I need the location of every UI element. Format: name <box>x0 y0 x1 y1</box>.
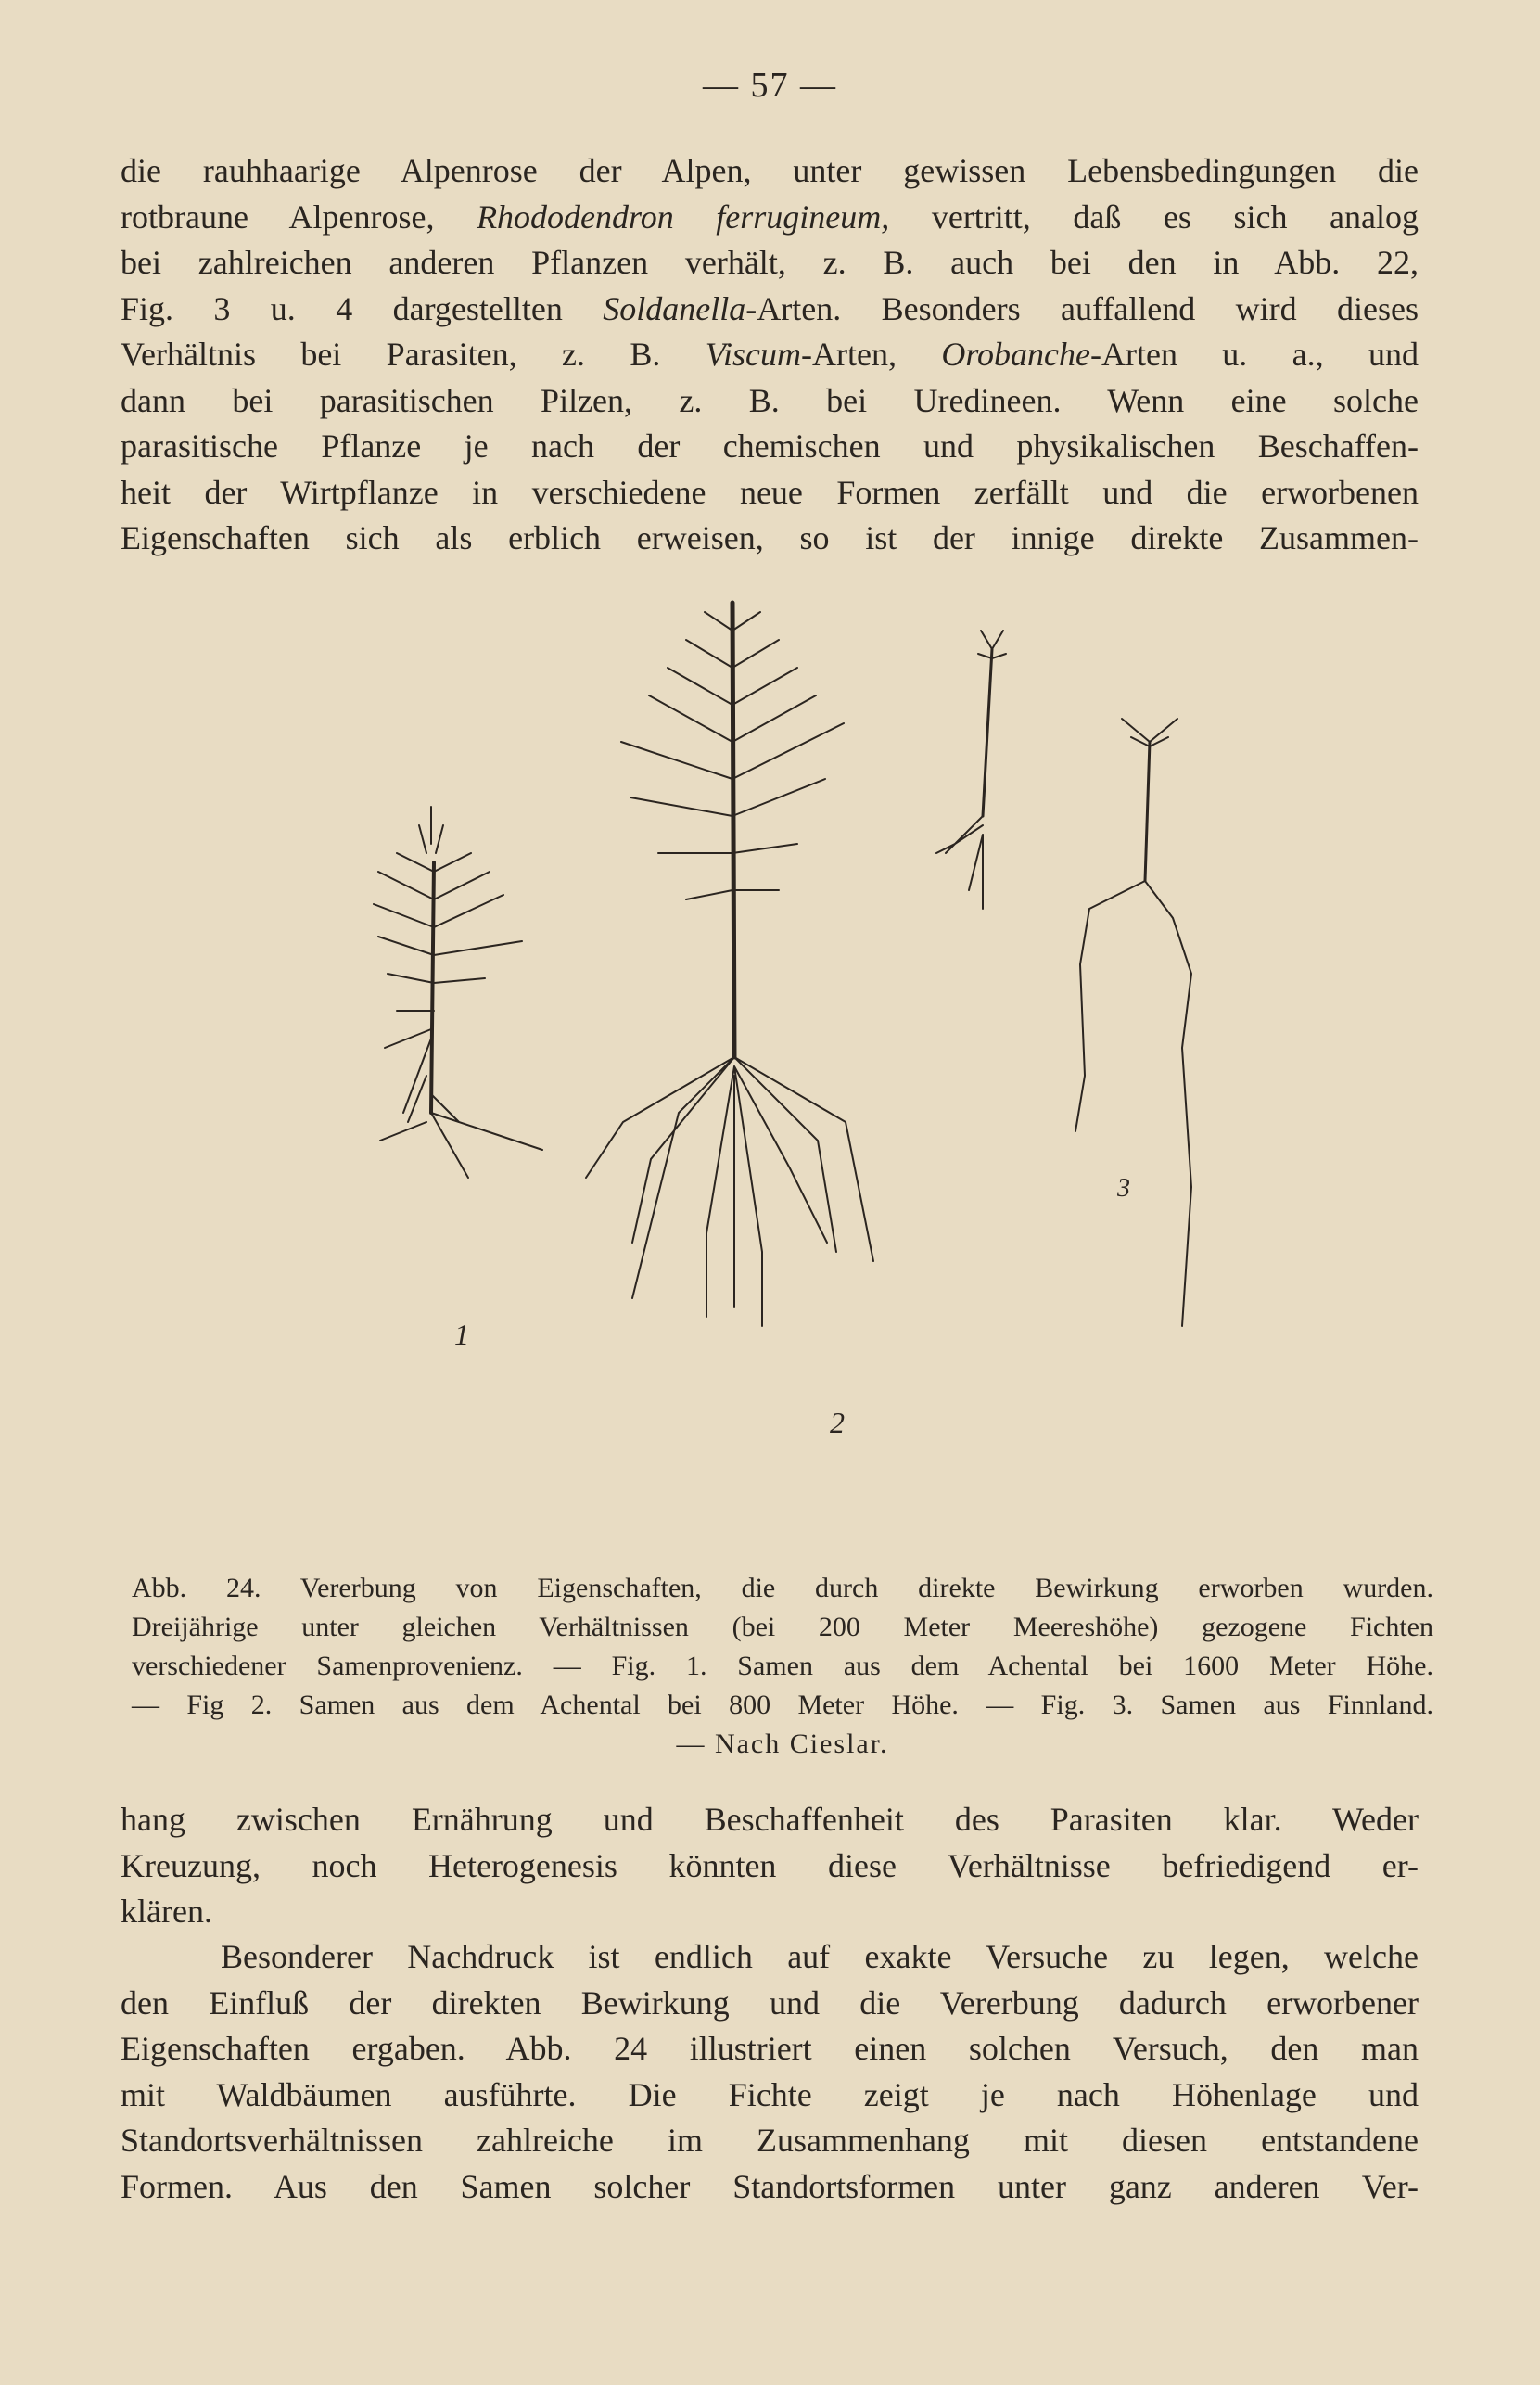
text-line: die rauhhaarige Alpenrose der Alpen, unter gewissen Lebensbedingungen die <box>121 152 1419 189</box>
text-line: Formen. Aus den Samen solcher Standortsformen unter ganz anderen Ver- <box>121 2167 1419 2205</box>
text-line: Besonderer Nachdruck ist endlich auf exakte Versuche zu legen, welche <box>221 1938 1419 1975</box>
text-line: parasitische Pflanze je nach der chemischen und physikalischen Beschaffen- <box>121 427 1419 465</box>
text-line: Eigenschaften ergaben. Abb. 24 illustriert einen solchen Versuch, den man <box>121 2030 1419 2067</box>
text-line: Verhältnis bei Parasiten, z. B. Viscum-Arten, Orobanche-Arten u. a., und <box>121 336 1419 373</box>
text-line: klären. <box>121 1893 212 1930</box>
text-line: Fig. 3 u. 4 dargestellten Soldanella-Arten. Besonders auffallend wird dieses <box>121 289 1419 327</box>
seedlings-illustration <box>278 593 1465 1558</box>
text-line: Eigenschaften sich als erblich erweisen, so ist der innige direkte Zusammen- <box>121 519 1419 556</box>
seedling-2-illustration <box>586 603 873 1326</box>
caption-line: Abb. 24. Vererbung von Eigenschaften, die durch direkte Bewirkung erworben wurden. <box>132 1573 1433 1603</box>
paragraph-experiments <box>121 1934 1419 2210</box>
caption-line: — Fig 2. Samen aus dem Achental bei 800 Meter Höhe. — Fig. 3. Samen aus Finnland. <box>132 1690 1433 1720</box>
figure-label-2: 2 <box>830 1406 845 1439</box>
paragraph-continuation <box>121 1797 1419 1935</box>
seedling-3b-illustration <box>1075 719 1191 1326</box>
figure-caption <box>132 1569 1433 1764</box>
text-line: Kreuzung, noch Heterogenesis könnten diese Verhältnisse befriedigend er- <box>121 1846 1419 1884</box>
text-line: mit Waldbäumen ausführte. Die Fichte zeigt je nach Höhenlage und <box>121 2075 1419 2113</box>
text-line: dann bei parasitischen Pilzen, z. B. bei Uredineen. Wenn eine solche <box>121 381 1419 419</box>
caption-line: Dreijährige unter gleichen Verhältnissen (bei 200 Meter Meereshöhe) gezogene Fichten <box>132 1612 1433 1642</box>
text-line: den Einfluß der direkten Bewirkung und die Vererbung dadurch erworbener <box>121 1983 1419 2022</box>
seedling-3a-illustration <box>936 631 1006 909</box>
page-number: — 57 — <box>703 66 837 105</box>
caption-line: verschiedener Samenprovenienz. — Fig. 1. Samen aus dem Achental bei 1600 Meter Höhe. <box>132 1651 1433 1681</box>
figure-label-3: 3 <box>1117 1174 1130 1203</box>
text-line: heit der Wirtpflanze in verschiedene neue Formen zerfällt und die erworbenen <box>121 473 1419 511</box>
figure-spruce-seedlings <box>278 593 1465 1558</box>
text-line: rotbraune Alpenrose, Rhododendron ferrugineum, vertritt, daß es sich analog <box>121 198 1419 236</box>
seedling-1-illustration <box>374 807 542 1178</box>
paragraph-top <box>121 148 1419 562</box>
text-line: bei zahlreichen anderen Pflanzen verhält, z. B. auch bei den in Abb. 22, <box>121 244 1419 281</box>
text-line: Standortsverhältnissen zahlreiche im Zusammenhang mit diesen entstandene <box>121 2122 1419 2159</box>
figure-label-1: 1 <box>454 1318 469 1351</box>
text-line: hang zwischen Ernährung und Beschaffenheit des Parasiten klar. Weder <box>121 1801 1419 1838</box>
caption-line: — Nach Cieslar. <box>676 1728 889 1759</box>
